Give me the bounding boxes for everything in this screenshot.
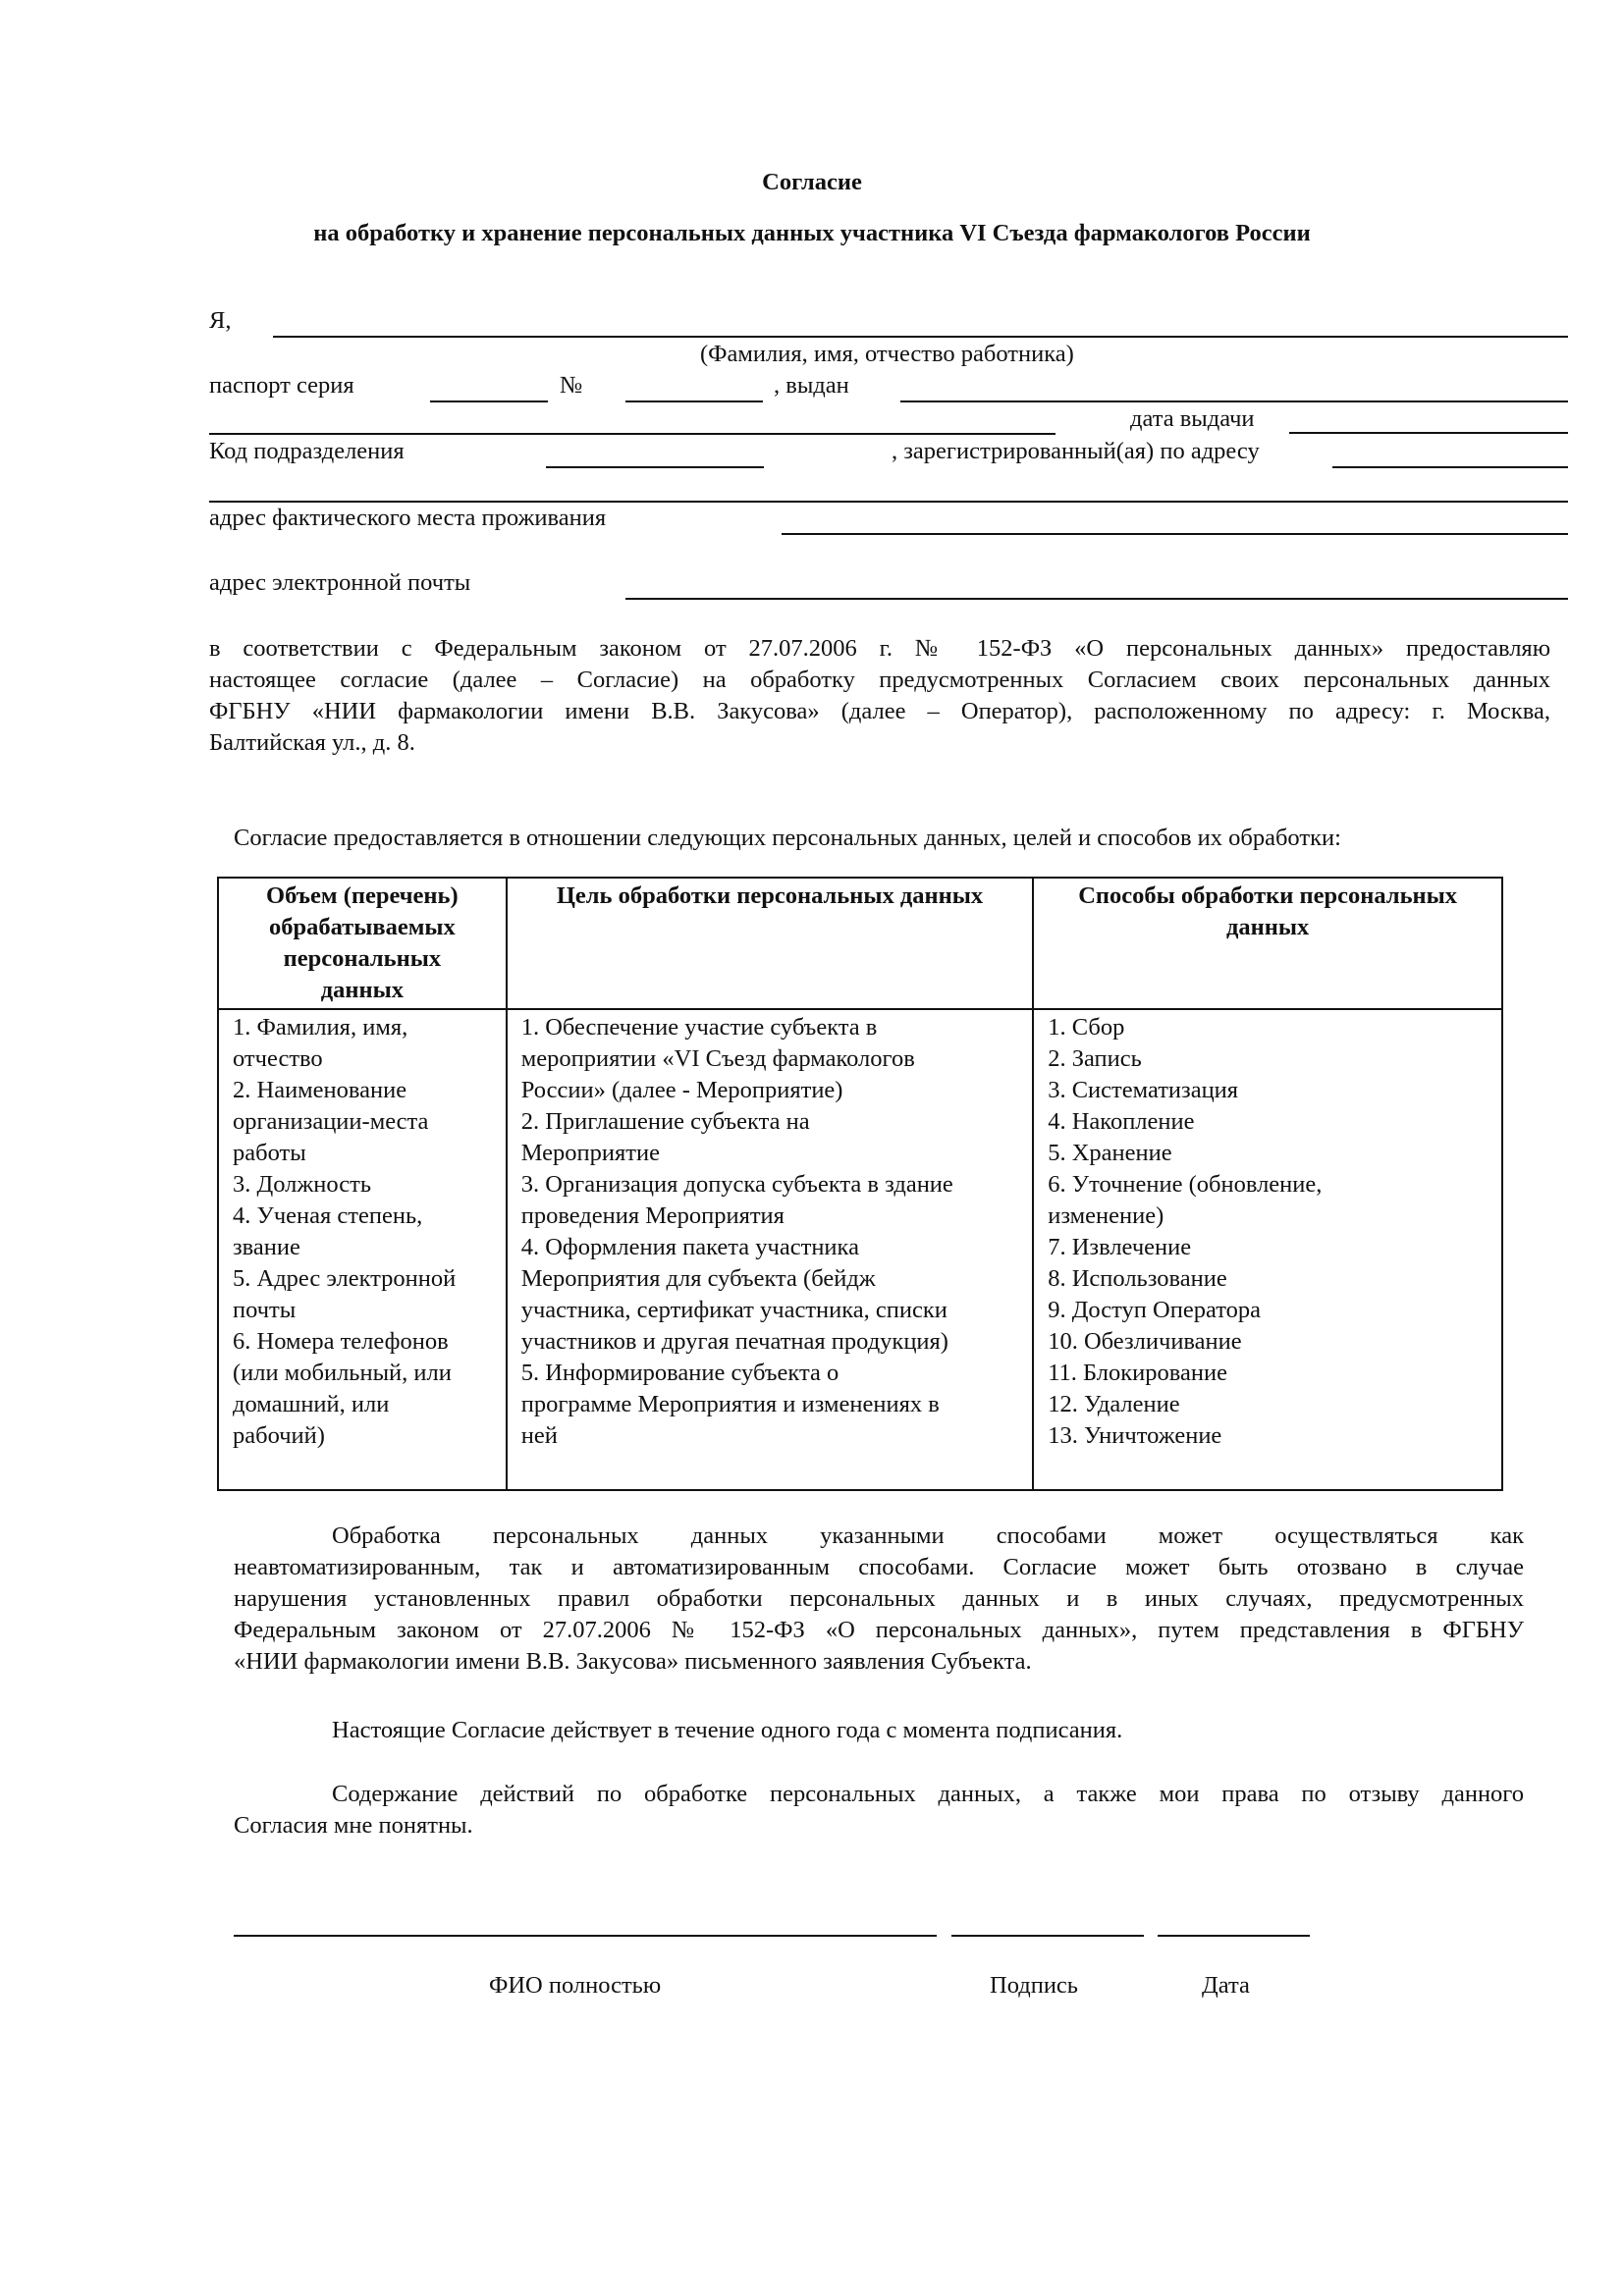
division-code-label: Код подразделения bbox=[209, 438, 405, 464]
issue-date-label: дата выдачи bbox=[1130, 405, 1255, 432]
scope-cell: 1. Фамилия, имя, отчество 2. Наименование организации-места работы 3. Должность 4. Ученая степень, звание 5. Адрес электронной почты 6. Номера телефонов (или мобильный, или домашний, или рабочий) bbox=[218, 1009, 507, 1490]
registered-address-label: , зарегистрированный(ая) по адресу bbox=[892, 438, 1260, 464]
document-subtitle: на обработку и хранение персональных данных участника VI Съезда фармакологов России bbox=[313, 220, 1311, 246]
understanding-paragraph bbox=[234, 1779, 1524, 1842]
intro-line: в соответствии с Федеральным законом от 27.07.2006 г. № 152-ФЗ «О персональных данных» предоставляю bbox=[209, 635, 1550, 662]
fio-field[interactable] bbox=[273, 336, 1568, 338]
processing-line: нарушения установленных правил обработки персональных данных и в иных случаях, предусмотренных bbox=[234, 1585, 1524, 1612]
issued-label: , выдан bbox=[774, 372, 849, 399]
validity-text: Настоящие Согласие действует в течение одного года с момента подписания. bbox=[332, 1717, 1123, 1743]
personal-data-table bbox=[217, 877, 1503, 1491]
purpose-cell: 1. Обеспечение участие субъекта в мероприятии «VI Съезд фармакологов России» (далее - Мероприятие) 2. Приглашение субъекта на Мероприятие 3. Организация допуска субъекта в здание проведения Мероприятия 4. Оформления пакета участника Мероприятия для субъекта (бейдж участника, сертификат участника, списки участников и другая печатная продукция) 5. Информирование субъекта о программе Мероприятия и изменениях в ней bbox=[507, 1009, 1034, 1490]
processing-line: «НИИ фармакологии имени В.В. Закусова» письменного заявления Субъекта. bbox=[234, 1648, 1032, 1675]
methods-cell: 1. Сбор 2. Запись 3. Систематизация 4. Накопление 5. Хранение 6. Уточнение (обновление, изменение) 7. Извлечение 8. Использование 9. Доступ Оператора 10. Обезличивание 11. Блокирование 12. Удаление 13. Уничтожение bbox=[1033, 1009, 1502, 1490]
actual-address-label: адрес фактического места проживания bbox=[209, 505, 607, 531]
understanding-line: Согласия мне понятны. bbox=[234, 1812, 473, 1839]
table-row bbox=[218, 1009, 1502, 1490]
header-scope: Объем (перечень) обрабатываемых персональных данных bbox=[218, 878, 507, 1009]
date-label: Дата bbox=[1202, 1972, 1250, 1999]
issued-by-field[interactable] bbox=[900, 400, 1568, 402]
fio-hint: (Фамилия, имя, отчество работника) bbox=[700, 341, 1074, 367]
processing-line: Федеральным законом от 27.07.2006 № 152-ФЗ «О персональных данных», путем представления в ФГБНУ bbox=[234, 1617, 1524, 1643]
intro-line: Балтийская ул., д. 8. bbox=[209, 729, 415, 756]
document-title: Согласие bbox=[762, 169, 862, 195]
signature-field[interactable] bbox=[951, 1935, 1144, 1937]
header-methods: Способы обработки персональных данных bbox=[1033, 878, 1502, 1009]
email-field[interactable] bbox=[625, 598, 1568, 600]
actual-address-field[interactable] bbox=[782, 533, 1568, 535]
processing-line: неавтоматизированным, так и автоматизированным способами. Согласие может быть отозвано в случае bbox=[234, 1554, 1524, 1580]
header-purpose: Цель обработки персональных данных bbox=[507, 878, 1034, 1009]
passport-number-field[interactable] bbox=[625, 400, 763, 402]
email-label: адрес электронной почты bbox=[209, 569, 471, 596]
passport-series-field[interactable] bbox=[430, 400, 548, 402]
intro-line: настоящее согласие (далее – Согласие) на обработку предусмотренных Согласием своих персональных данных bbox=[209, 667, 1550, 693]
ya-label: Я, bbox=[209, 307, 232, 334]
issued-by-continuation-field[interactable] bbox=[209, 433, 1056, 435]
processing-line: Обработка персональных данных указанными способами может осуществляться как bbox=[332, 1522, 1524, 1549]
passport-number-label: № bbox=[560, 372, 583, 399]
table-intro: Согласие предоставляется в отношении следующих персональных данных, целей и способов их обработки: bbox=[234, 825, 1341, 851]
processing-paragraph bbox=[234, 1521, 1524, 1678]
division-code-field[interactable] bbox=[546, 466, 764, 468]
intro-line: ФГБНУ «НИИ фармакологии имени В.В. Закусова» (далее – Оператор), расположенному по адресу: г. Москва, bbox=[209, 698, 1550, 724]
fio-full-label: ФИО полностью bbox=[489, 1972, 662, 1999]
table-header-row bbox=[218, 878, 1502, 1009]
issue-date-field[interactable] bbox=[1289, 432, 1568, 434]
registered-address-field[interactable] bbox=[1332, 466, 1568, 468]
fio-signature-field[interactable] bbox=[234, 1935, 937, 1937]
understanding-line: Содержание действий по обработке персональных данных, а также мои права по отзыву данного bbox=[332, 1781, 1524, 1807]
intro-paragraph bbox=[209, 633, 1550, 759]
date-field[interactable] bbox=[1158, 1935, 1310, 1937]
passport-series-label: паспорт серия bbox=[209, 372, 354, 399]
signature-label: Подпись bbox=[990, 1972, 1078, 1999]
